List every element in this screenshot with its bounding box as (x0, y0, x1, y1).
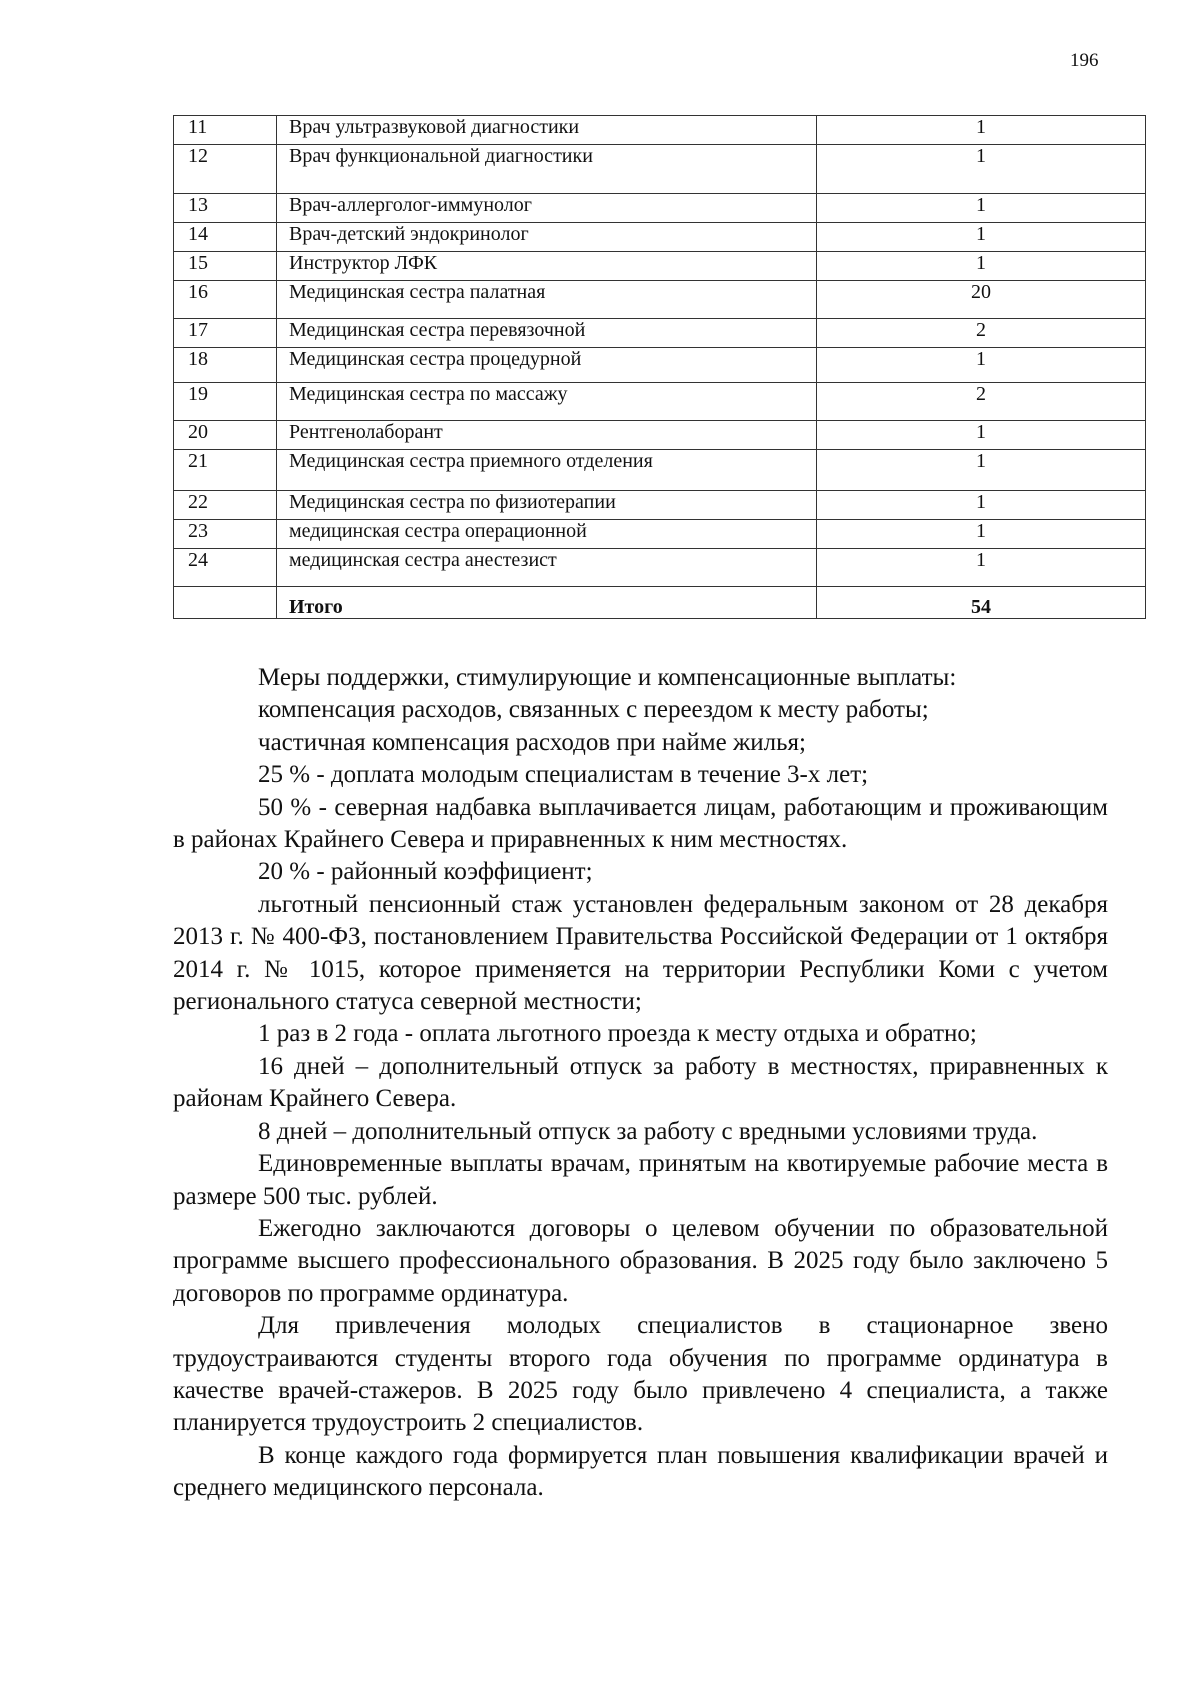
position-count: 2 (817, 319, 1146, 348)
table-row (174, 348, 1146, 383)
position-count: 1 (817, 252, 1146, 281)
position-name: Врач-аллерголог-иммунолог (277, 194, 817, 223)
paragraph: Меры поддержки, стимулирующие и компенсационные выплаты: (258, 664, 957, 691)
row-number: 12 (174, 145, 277, 194)
row-number: 22 (174, 491, 277, 520)
paragraph: 1 раз в 2 года - оплата льготного проезда к месту отдыха и обратно; (258, 1020, 977, 1048)
staff-table (173, 115, 1146, 619)
position-name: медицинская сестра операционной (277, 520, 817, 549)
position-count: 1 (817, 491, 1146, 520)
paragraph: 16 дней – дополнительный отпуск за работу в местностях, приравненных к районам Крайнего Севера. (173, 1052, 1108, 1113)
table-row (174, 223, 1146, 252)
position-name: Врач функциональной диагностики (277, 145, 817, 194)
paragraph: компенсация расходов, связанных с переездом к месту работы; (258, 696, 929, 724)
table-row (174, 145, 1146, 194)
position-name: медицинская сестра анестезист (277, 549, 817, 587)
position-name: Инструктор ЛФК (277, 252, 817, 281)
position-count: 1 (817, 145, 1146, 194)
table-row (174, 116, 1146, 145)
paragraph: Для привлечения молодых специалистов в стационарное звено трудоустраиваются студенты второго года обучения по программе ординатура в качестве врачей-стажеров. В 2025 году было привлечено 4 специалиста, а также планируется трудоустроить 2 специалистов. (173, 1312, 1108, 1437)
table-row (174, 450, 1146, 491)
paragraph: Единовременные выплаты врачам, принятым на квотируемые рабочие места в размере 500 тыс. рублей. (173, 1150, 1108, 1210)
position-name: Врач ультразвуковой диагностики (277, 116, 817, 145)
position-count: 20 (817, 281, 1146, 319)
row-number: 21 (174, 450, 277, 491)
position-count: 1 (817, 520, 1146, 549)
table-row (174, 281, 1146, 319)
table-total-row (174, 587, 1146, 619)
position-count: 1 (817, 223, 1146, 252)
position-count: 2 (817, 383, 1146, 421)
position-count: 1 (817, 116, 1146, 145)
paragraph: 50 % - северная надбавка выплачивается лицам, работающим и проживающим в районах Крайнего Севера и приравненных к ним местностях. (173, 793, 1108, 854)
position-name: Медицинская сестра перевязочной (277, 319, 817, 348)
position-name: Врач-детский эндокринолог (277, 223, 817, 252)
row-number: 13 (174, 194, 277, 223)
row-number: 20 (174, 421, 277, 450)
position-count: 1 (817, 549, 1146, 587)
row-number: 23 (174, 520, 277, 549)
body-text (173, 662, 1108, 1505)
table-row (174, 421, 1146, 450)
position-count: 1 (817, 421, 1146, 450)
row-number: 19 (174, 383, 277, 421)
position-name: Медицинская сестра приемного отделения (277, 450, 817, 491)
total-count: 54 (817, 587, 1146, 619)
paragraph: В конце каждого года формируется план повышения квалификации врачей и среднего медицинского персонала. (173, 1441, 1108, 1502)
paragraph: льготный пенсионный стаж установлен федеральным законом от 28 декабря 2013 г. № 400-ФЗ, постановлением Правительства Российской Федерации от 1 октября 2014 г. № 1015, которое применяется на территории Республики Коми с учетом регионального статуса северной местности; (173, 890, 1108, 1016)
position-name: Медицинская сестра процедурной (277, 348, 817, 383)
position-name: Медицинская сестра палатная (277, 281, 817, 319)
row-number: 14 (174, 223, 277, 252)
row-number: 15 (174, 252, 277, 281)
row-number: 18 (174, 348, 277, 383)
paragraph: 25 % - доплата молодым специалистам в течение 3-х лет; (258, 761, 869, 789)
total-label: Итого (277, 587, 817, 619)
row-number: 16 (174, 281, 277, 319)
table-row (174, 319, 1146, 348)
position-name: Рентгенолаборант (277, 421, 817, 450)
paragraph: частичная компенсация расходов при найме жилья; (258, 728, 806, 756)
table-row (174, 383, 1146, 421)
table-row (174, 491, 1146, 520)
paragraph: 8 дней – дополнительный отпуск за работу с вредными условиями труда. (258, 1117, 1038, 1145)
page-number: 196 (1070, 50, 1099, 71)
table-row (174, 549, 1146, 587)
table-row (174, 520, 1146, 549)
row-number: 24 (174, 549, 277, 587)
paragraph: Ежегодно заключаются договоры о целевом обучении по образовательной программе высшего профессионального образования. В 2025 году было заключено 5 договоров по программе ординатура. (173, 1214, 1108, 1307)
position-count: 1 (817, 450, 1146, 491)
position-name: Медицинская сестра по массажу (277, 383, 817, 421)
table-row (174, 194, 1146, 223)
paragraph: 20 % - районный коэффициент; (258, 858, 593, 886)
table-row (174, 252, 1146, 281)
row-number: 17 (174, 319, 277, 348)
row-number: 11 (174, 116, 277, 145)
position-count: 1 (817, 348, 1146, 383)
position-name: Медицинская сестра по физиотерапии (277, 491, 817, 520)
position-count: 1 (817, 194, 1146, 223)
total-number (174, 587, 277, 619)
